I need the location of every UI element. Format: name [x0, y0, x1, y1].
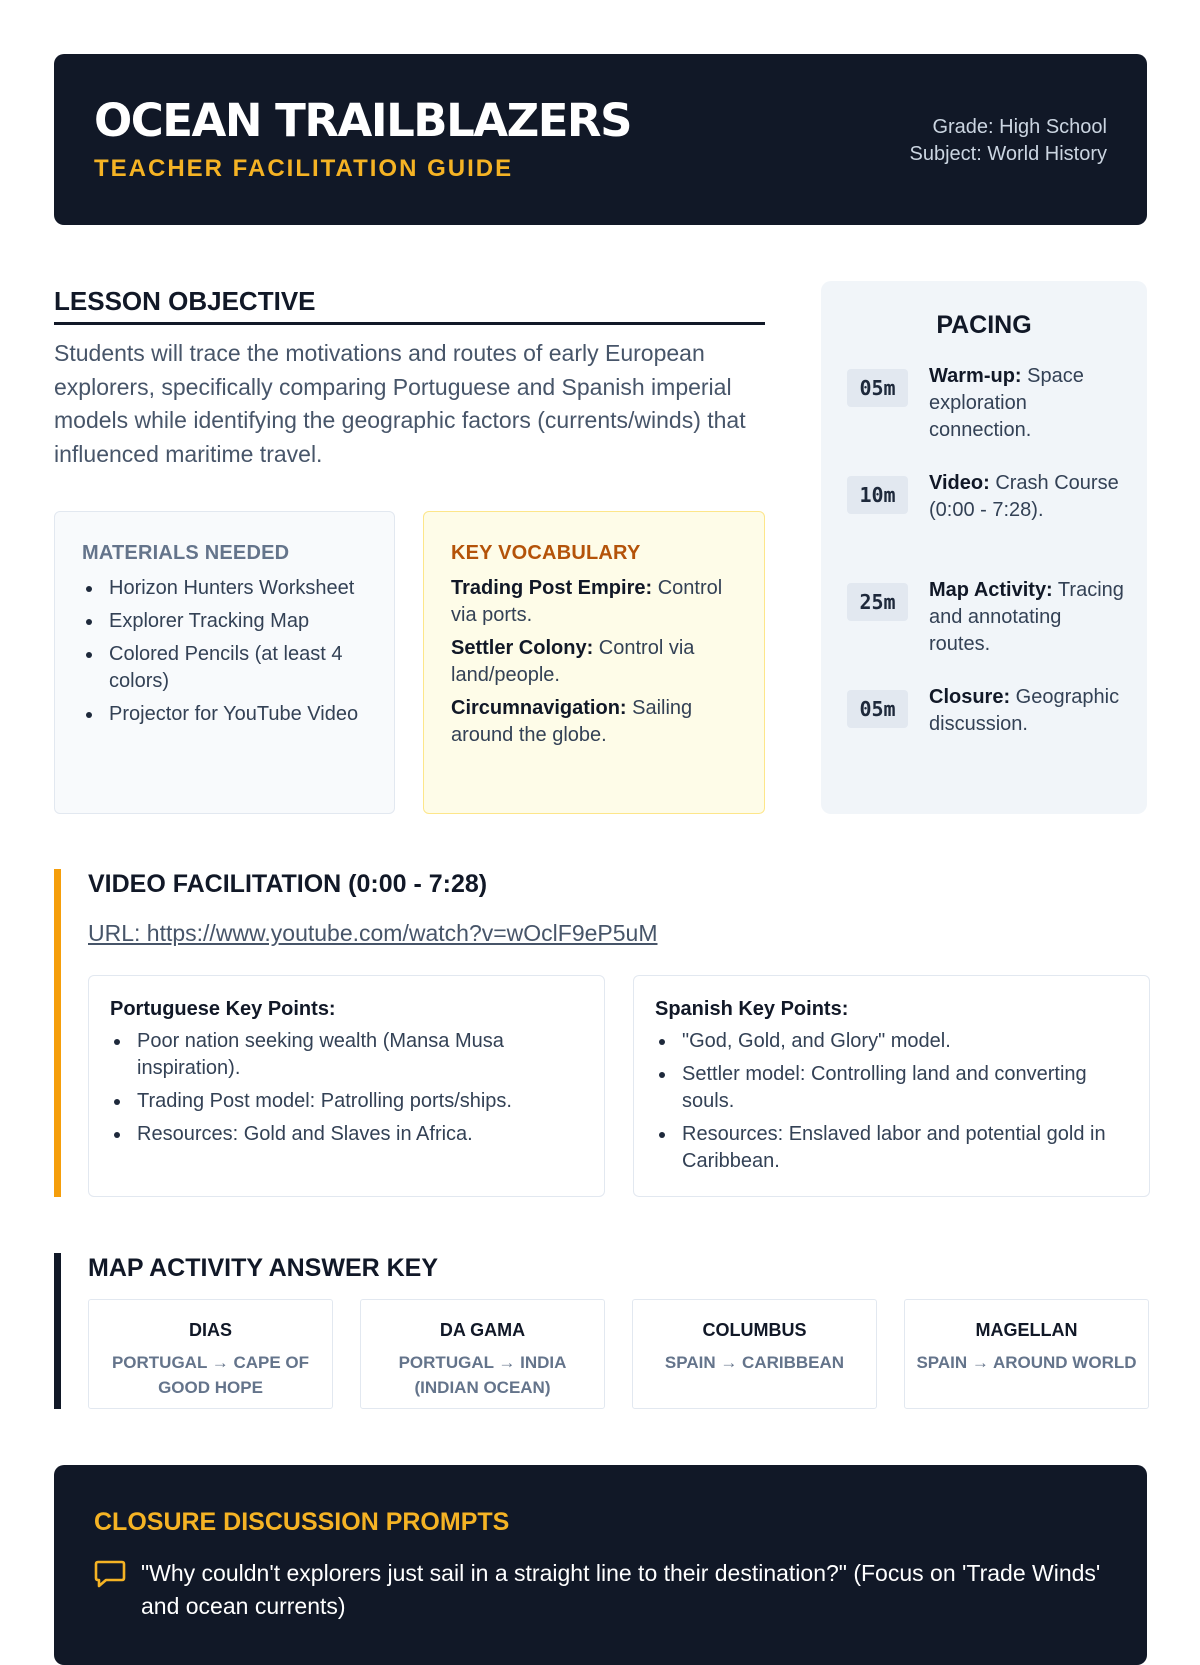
video-section: [54, 869, 1147, 1197]
route-card: [88, 1299, 333, 1409]
list-item: Resources: Gold and Slaves in Africa.: [110, 1121, 584, 1148]
step-label: Video:: [929, 472, 990, 494]
route-card: [904, 1299, 1149, 1409]
route-path: PORTUGAL → INDIA (INDIAN OCEAN): [398, 1353, 567, 1397]
route-path: SPAIN → AROUND WORLD: [916, 1353, 1137, 1372]
list-item: Settler model: Controlling land and converting souls.: [655, 1061, 1129, 1115]
explorer-name: DIAS: [188, 1320, 232, 1340]
portuguese-title: Portuguese Key Points:: [110, 998, 336, 1020]
portuguese-card: [88, 975, 605, 1197]
explorer-name: MAGELLAN: [975, 1320, 1078, 1340]
vocab-term: Circumnavigation:: [451, 697, 627, 719]
speech-bubble-icon: [94, 1559, 126, 1589]
list-item: "God, Gold, and Glory" model.: [655, 1028, 1129, 1055]
time-badge: 05m: [847, 369, 908, 407]
explorer-name: COLUMBUS: [702, 1320, 807, 1340]
step-description: Space exploration connection.: [929, 365, 1084, 441]
pacing-step: [929, 684, 1124, 738]
vocab-term: Settler Colony:: [451, 637, 594, 659]
pacing-step: [929, 470, 1124, 524]
time-badge: 05m: [847, 690, 908, 728]
route-path: PORTUGAL → CAPE OF GOOD HOPE: [111, 1353, 310, 1397]
step-label: Map Activity:: [929, 579, 1053, 601]
pacing-step: [929, 363, 1124, 444]
vocab-definition: Control via land/people.: [451, 637, 695, 686]
video-title: VIDEO FACILITATION (0:00 - 7:28): [88, 870, 488, 898]
spanish-points: [655, 1028, 1129, 1175]
page-subtitle: TEACHER FACILITATION GUIDE: [94, 155, 514, 182]
step-label: Warm-up:: [929, 365, 1022, 387]
portuguese-points: [110, 1028, 584, 1148]
route-path: SPAIN → CARIBBEAN: [664, 1353, 845, 1372]
list-item: Explorer Tracking Map: [82, 608, 374, 635]
grade-label: Grade: High School: [932, 116, 1107, 138]
spanish-title: Spanish Key Points:: [655, 998, 849, 1020]
list-item: Colored Pencils (at least 4 colors): [82, 641, 374, 695]
list-item: Trading Post model: Patrolling ports/ships.: [110, 1088, 584, 1115]
list-item: Resources: Enslaved labor and potential gold in Caribbean.: [655, 1121, 1129, 1175]
objective-text: Students will trace the motivations and routes of early European explorers, specifically comparing Portuguese and Spanish imperial models while identifying the geographic factors (currents/winds) that influenced maritime travel.: [54, 340, 746, 467]
list-item: Poor nation seeking wealth (Mansa Musa inspiration).: [110, 1028, 584, 1082]
page-title: OCEAN TRAILBLAZERS: [94, 94, 631, 147]
course-meta: [910, 114, 1107, 168]
vocab-definition: Control via ports.: [451, 577, 723, 626]
video-url-link[interactable]: URL: https://www.youtube.com/watch?v=wOclF9eP5uM: [88, 920, 658, 946]
step-label: Closure:: [929, 686, 1011, 708]
pacing-panel: [821, 281, 1147, 814]
objective-heading: LESSON OBJECTIVE: [54, 286, 765, 325]
closure-section: [54, 1465, 1147, 1665]
materials-box: [54, 511, 395, 814]
explorer-name: DA GAMA: [439, 1320, 526, 1340]
list-item: Projector for YouTube Video: [82, 701, 374, 728]
vocab-item: [451, 635, 744, 689]
vocabulary-title: KEY VOCABULARY: [451, 542, 641, 564]
answer-key-title: MAP ACTIVITY ANSWER KEY: [88, 1254, 439, 1282]
materials-title: MATERIALS NEEDED: [82, 542, 290, 564]
time-badge: 10m: [847, 476, 908, 514]
route-card: [360, 1299, 605, 1409]
vocab-definition: Sailing around the globe.: [451, 697, 693, 746]
step-description: Tracing and annotating routes.: [929, 579, 1124, 655]
vocabulary-box: [423, 511, 765, 814]
closure-title: CLOSURE DISCUSSION PROMPTS: [94, 1508, 510, 1536]
time-badge: 25m: [847, 583, 908, 621]
pacing-title: PACING: [936, 311, 1032, 339]
materials-list: [82, 575, 374, 728]
list-item: Horizon Hunters Worksheet: [82, 575, 374, 602]
step-description: Crash Course (0:00 - 7:28).: [929, 472, 1119, 521]
subject-label: Subject: World History: [909, 143, 1107, 165]
answer-key-section: [54, 1253, 1147, 1409]
vocab-item: [451, 695, 744, 749]
vocab-item: [451, 575, 744, 629]
pacing-step: [929, 577, 1124, 658]
guide-header: [54, 54, 1147, 225]
step-description: Geographic discussion.: [929, 686, 1120, 735]
vocab-term: Trading Post Empire:: [451, 577, 653, 599]
spanish-card: [633, 975, 1150, 1197]
route-card: [632, 1299, 877, 1409]
closure-prompt: "Why couldn't explorers just sail in a straight line to their destination?" (Focus on 'Trade Winds' and ocean currents): [141, 1560, 1101, 1619]
